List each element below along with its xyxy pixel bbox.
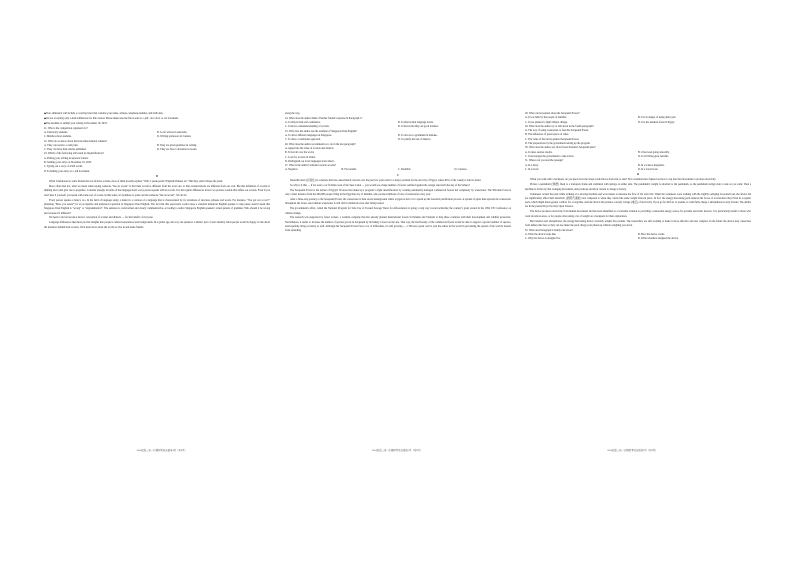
question-24-options <box>285 121 511 130</box>
paragraph: We need to move beyond a narrow conception of accents and dialects — for the benefit of everyone. <box>49 216 154 220</box>
paragraph: The Serapeum Forest is the richest of Egypt's 36 areas that make up a program to fight desertification by creating sustainably managed commercial forests fed completely by wastewater. The 500-mile forest is only a short distance from the 400,000 people living in the Egyptian city of Ismailia, who produce millions of tons of wastewater every year. <box>285 188 511 197</box>
question-25: 25. Why does the author use the example of Singapore Dual English? <box>285 129 358 133</box>
option: B. In a science magazine. <box>638 163 665 167</box>
paragraph: The device produces electricity from human movement and has been identified as a workable solution to providing a renewable energy source for portable electronic devices. It is particularly useful to those who work in remote areas, or for people often using a lot of weight on a backpack for their exploration. <box>525 210 751 218</box>
option: C. It was planted to fight climate change. <box>525 120 568 124</box>
option: B. They are given guidance in writing. <box>157 143 198 147</box>
option: A. It reflects their self-confidence. <box>285 121 321 125</box>
option: B. Favourable. <box>341 168 357 172</box>
question-23: 23. Which of the following will result in disqualification? <box>44 152 104 156</box>
option: A. Putting your writing in separate folders. <box>44 156 89 160</box>
option: C. They can have their entries published. <box>44 148 87 152</box>
option: D. They are free to download e-books. <box>157 148 197 152</box>
option: A. It raises serious doubts. <box>525 150 553 154</box>
paragraph: When you walk with a backpack, do you know how the straps would move from side to side? Now scientists have figured out how to tap into that movement to produce electricity. <box>530 178 717 182</box>
option: D. E-mailing your entry as a .pdf document. <box>44 169 90 173</box>
paragraph: along the way. <box>285 112 301 115</box>
option: C. Typing out a story of 4,500 words. <box>44 165 83 169</box>
paragraph: Language differences like these provide insights into people's cultural experiences and backgrounds. In a global age, the way one speaks is a distinct part of one's identity. Most people would be happy to talk about the instances behind their accents. We'd learn more about the world we live in and make friends. <box>44 221 270 229</box>
option: D. Writing professors in Canada. <box>157 135 192 139</box>
column-1 <box>44 112 270 442</box>
question-30-options <box>525 151 751 160</box>
option: A. What the device looks like. <box>525 232 557 236</box>
paragraph: But batteries and smartphones, the energy-harvesting device currently weighs five pounds. The researchers are still working to make it more effective and less complex. In the future the device may cause heat from kidney-like feet so they can use make the pack charge your phone up without weighing you down. <box>525 219 751 227</box>
option: A. They can receive a cash prize. <box>44 143 79 147</box>
paragraph: ◆Your admission will include a covering letter that contains your name, address, telephone number, and birth date. <box>44 112 164 115</box>
question-22: 22. What do we know about the honorable mention winners? <box>44 139 108 143</box>
paragraph: When I mentioned to some friends that we all have accents, most of them proudly replied, "Well, I speak perfect English/Chinese etc." But they said it misses the point. <box>49 180 223 184</box>
paragraph: More often than not, what we mean when saying someone "has an accent" is that their accent is different from the local one, or that pronunciations are different from our own. But this definition of accents is limiting and could give rise to prejudice. Consider enough, in terms of the language itself, every person speaks with an accent. It is the regular differences in how we produce sounds that define our accents. Even if you don't hear it yourself, you speak with some sort of accent. In this sense, it's pointless to point out that someone "has an accent". We all do! <box>44 185 270 197</box>
paragraph: After a three-step journey to the Serapeum Forest, the wastewater is then stored underground where oxygen is fed to it to speed up the bacterial purification process. A system of pipes then spreads the wastewater throughout the forest. And without wastewater is still rich in chemicals even after being treated. <box>285 198 511 206</box>
paragraph: Desertification (沙漠化) is a menace that has caused much concern over the past few years and it's a major problem for the arid city of Egypt, where 96% of the country's land is desert. <box>290 179 482 183</box>
footer-page-6: 2024届高三第一次模拟考试英语第6页（共8页） <box>607 449 658 452</box>
question-29: 29. What does the author try to talk about in the fourth paragraph? <box>525 124 594 128</box>
question-29-options <box>525 129 751 146</box>
question-26: 26. What does the author recommend us to do in the last paragraph? <box>285 142 356 146</box>
paragraph: Picture a pendulum (钟摆) fixed to a backpack frame and stabilized with springs on either side. The pendulum's weight is attached to the pendulum, so the pendulum swings side to side as you walk. Then a machine is driven by that swinging movement, and produces electrical current to charge a battery. <box>525 183 751 191</box>
option: B. Sending your entry on December 18, 2023. <box>44 161 92 165</box>
option: C. Look for accents in China. <box>285 155 316 159</box>
option: D. In a travel book. <box>638 167 659 171</box>
column-2 <box>285 112 511 442</box>
option: A. University students. <box>44 130 68 134</box>
section-heading: D <box>637 173 639 177</box>
option: A. Appreciate the value of accents and dialects. <box>285 146 335 150</box>
option: B. How the device works. <box>638 232 665 236</box>
paragraph: ◆The deadline to submit your writing is December 19, 2023. <box>44 121 108 125</box>
option: D. To justify the use of dialects. <box>398 138 432 142</box>
option: C. Doubtful. <box>398 168 412 172</box>
option: C. Middle school students. <box>44 135 72 139</box>
question-27: 27. What is the author's attitude towards accents? <box>285 164 337 168</box>
question-31: 31. Where can you read the passage? <box>525 159 564 163</box>
option: C. In a novel. <box>525 167 540 171</box>
option: A. To show different languages in Singapore. <box>285 134 332 138</box>
option: C. To show a traditional approach. <box>285 138 321 142</box>
question-32-options <box>525 233 751 242</box>
question-30: 30. What does the author say about forest Panama's Serapeum plan? <box>525 146 596 150</box>
exam-sheet <box>44 112 751 452</box>
question-22-options <box>44 144 270 153</box>
option: B. It reflects their language levels. <box>398 121 434 125</box>
option: C. It shows a misunderstanding of accents. <box>285 125 330 129</box>
page-footer <box>44 448 750 452</box>
option: A. The way of using wastewater to feed the Serapeum Forest. <box>525 129 589 133</box>
option: A. In a diary. <box>525 163 539 167</box>
footer-page-4: 2024届高三第一次模拟考试英语第4页（共8页） <box>136 449 187 452</box>
question-32: 32. What does Paragraph 2 mainly talk about? <box>525 228 573 232</box>
question-26-options <box>285 147 511 164</box>
section-heading: B <box>156 174 158 178</box>
option: D. It will bring great benefits. <box>638 154 669 158</box>
question-25-options <box>285 134 511 143</box>
option: A. Negative. <box>285 168 299 172</box>
option: D. Careless. <box>454 168 468 172</box>
option: B. It is in danger of being destroyed. <box>638 116 676 120</box>
option: B. The influences of green space on cities. <box>525 133 569 137</box>
paragraph: The research was supported by forest owners, a German company that has already planted international forests in Panama and Vietnam to help these countries with their development and wildlife protection. Nevertheless, it seems to increase the number of species grown in Serapeum by including a forest on the site. That way, the biodiversity of the commercial forest would be able to support a greater number of species, and hopefully bring economy as well. Although the Serapeum Forest faces a lot of difficulties, it's still growing — a 500-acre green wall to join the others in the world in preventing the spread of the world's deserts from spreading. <box>285 216 511 233</box>
option: B. Travel all over the world. <box>285 151 315 155</box>
option: D. It is the smallest forest in Egypt. <box>638 120 675 124</box>
question-27-options <box>285 168 511 172</box>
option: D. Distinguish our local languages from others'. <box>285 159 335 163</box>
option: D. The preparations by the government setting up the program. <box>525 142 591 146</box>
question-28: 28. What can be learned about the Serapeum Forest? <box>525 112 580 115</box>
question-23-options <box>44 157 270 174</box>
question-21-options <box>44 131 270 140</box>
option: C. It encourages the government to take action. <box>525 154 575 158</box>
paragraph: The government's effort, called the National Program for Safe Use of Treated Sewage Water for Afforestation is going a long way toward achieving the country's goals started in the 1992 UN Conference on climate change. <box>285 207 511 215</box>
paragraph: Volunteers carried the pack while walking on a moving machine and wore masks to measure the flow of O2 and CO2. When the volunteers were walking with the slightly swinging 22-pound load, the device did not significantly affect their metabolic (新陈代谢的) rate compared to when they carried the same weight fixed in place. In fact, the energy harvesting pack reduced the forces of acceleration they'd feel in a regular pack, which might mean greater comfort for a long hike. And the device did produce a steady voltage (电压) of electricity. If you go for half an 11 pounds, it could fully charge a smartphone in only 4 hours. The details are in the journal Royal Society Open Science. <box>525 192 751 209</box>
paragraph: Every person speaks a dialect, too. In the field of language study, a dialect is a version of a language that is characterized by its variations of structure, phrases and words. For instance, "You got red or not?" (meaning "Have you eaten?") is an acceptable and understood question in Singapore Dual English. The fact that this expression would cause a standard American English speaker to take pause doesn't mean that Singapore Dual English is "wrong" or "ungrammatical". The sentence is well-formed and clearly communicative, according to native Singapore English speakers' actual pattern of grammar. Who should it be wrong just because it's different? <box>44 198 270 215</box>
option: B. To uncover a grammatical mistake. <box>398 134 438 138</box>
paragraph: So why is it that — if not even a car fit miles west of the Suez Canal — you would see a huge number of forests outlined against the orange sand and blue sky of the Sahara? <box>290 183 470 187</box>
option: C. Why the device is designed for. <box>525 237 561 241</box>
question-28-options <box>525 116 751 125</box>
option: D. It shows that they are good learners. <box>398 125 439 129</box>
option: B. It has been going smoothly. <box>638 150 670 154</box>
section-heading: C <box>397 173 399 177</box>
option: C. The value of the newly-planted Serapeum Forest. <box>525 137 580 141</box>
column-3 <box>525 112 751 442</box>
question-21: 21. Who is the competition organized for? <box>44 126 88 130</box>
question-31-options <box>525 164 751 173</box>
option: D. What scientists designed the device. <box>638 237 679 241</box>
option: B. Local writers in Australia. <box>157 130 188 134</box>
question-24: 24. What does the author think of his/her friends' response in Paragraph 1? <box>285 116 363 120</box>
option: A. It was built by the people of Ismailia. <box>525 116 567 120</box>
paragraph: ◆We are accepting only e-mail admissions for this contest. Please make sure the file is sent as a .pdf, .doc/.docx or .txt document. <box>44 116 179 120</box>
footer-page-5: 2024届高三第一次模拟考试英语第5页（共8页） <box>371 449 423 452</box>
